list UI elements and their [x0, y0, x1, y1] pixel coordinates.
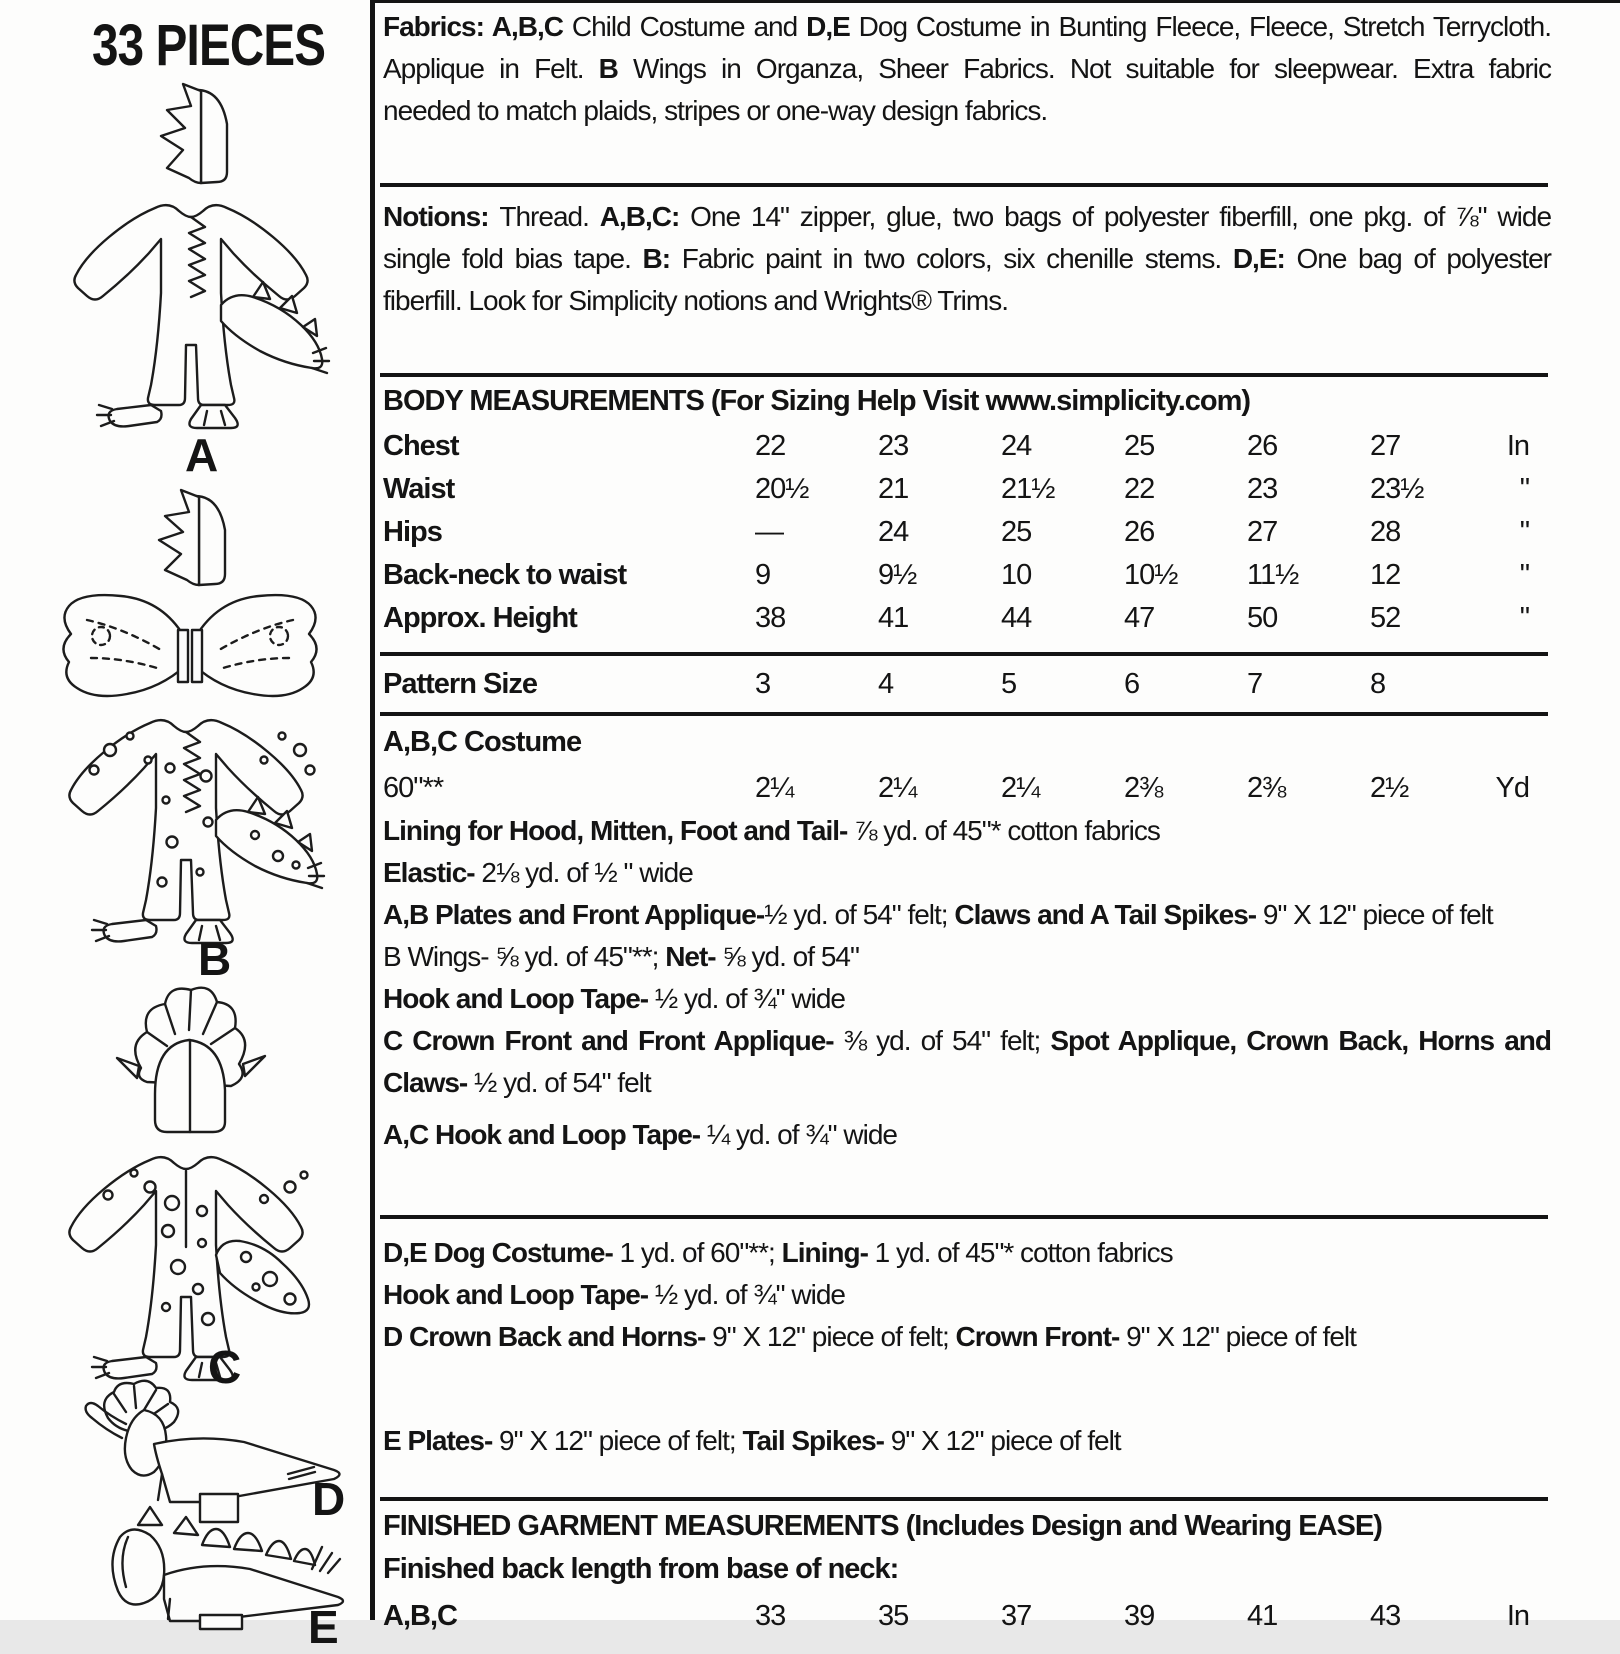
cell: 41: [1247, 1600, 1278, 1632]
cell: 10½: [1124, 559, 1178, 591]
section-rule: [380, 1497, 1548, 1501]
pattern-size-row: [383, 664, 1551, 704]
notions-line: Notions: Thread. A,B,C: One 14" zipper, glue, two bags of polyester fiberfill, one pkg. of ⅞" wide: [383, 201, 1552, 232]
requirement-line: Hook and Loop Tape- ½ yd. of ¾" wide: [383, 1279, 845, 1310]
costume-a-label: A: [185, 429, 218, 481]
cell: 2⅜: [1124, 772, 1163, 804]
requirement-line: Lining for Hood, Mitten, Foot and Tail- ⅞ yd. of 45"* cotton fabrics: [383, 815, 1160, 846]
table-row: [383, 426, 1551, 469]
section-rule: [380, 652, 1548, 656]
cell: 33: [755, 1600, 786, 1632]
cell: 22: [755, 430, 786, 462]
winged-dinosaur-costume-b-illustration: [35, 488, 345, 958]
cell: 41: [878, 602, 909, 634]
cell: 39: [1124, 1600, 1155, 1632]
section-rule: [380, 183, 1548, 187]
finished-back-length-subtitle: Finished back length from base of neck:: [383, 1553, 899, 1585]
notions-line: single fold bias tape. B: Fabric paint in two colors, six chenille stems. D,E: One bag of polyester: [383, 243, 1551, 274]
requirement-line: B Wings- ⅝ yd. of 45"**; Net- ⅝ yd. of 54": [383, 941, 859, 972]
top-border: [370, 0, 1620, 3]
cell: 21½: [1001, 473, 1055, 505]
cell: 44: [1001, 602, 1032, 634]
costume-b-drawing: [35, 488, 345, 958]
cell: 25: [1001, 516, 1032, 548]
pieces-count-title: 33 PIECES: [92, 13, 326, 78]
costume-c-drawing: [35, 982, 345, 1394]
costume-b-label: B: [198, 933, 231, 985]
unit-cell: In: [1506, 1600, 1529, 1632]
cell: 23½: [1370, 473, 1424, 505]
section-rule: [380, 373, 1548, 377]
cell: 28: [1370, 516, 1401, 548]
costume-d-label: D: [312, 1473, 345, 1525]
cell: 47: [1124, 602, 1155, 634]
e-plates-line: E Plates- 9" X 12" piece of felt; Tail Spikes- 9" X 12" piece of felt: [383, 1425, 1121, 1456]
fabrics-line: needed to match plaids, stripes or one-way design fabrics.: [383, 95, 1048, 126]
table-row: [383, 555, 1551, 598]
cell: 23: [1247, 473, 1278, 505]
cell: 26: [1247, 430, 1278, 462]
fabrics-paragraph: [383, 6, 1551, 132]
triceratops-costume-c-illustration: [35, 982, 345, 1394]
finished-measurements-title: FINISHED GARMENT MEASUREMENTS (Includes Design and Wearing EASE): [383, 1510, 1382, 1542]
cell: 20½: [755, 473, 809, 505]
notions-paragraph: [383, 196, 1551, 322]
cell: 27: [1247, 516, 1278, 548]
costume-a-drawing: [55, 80, 335, 432]
cell: —: [755, 516, 783, 548]
cell: 2¼: [878, 772, 917, 804]
requirement-line: Elastic- 2⅛ yd. of ½ " wide: [383, 857, 693, 888]
cell: 2¼: [1001, 772, 1040, 804]
table-row: [383, 598, 1551, 641]
requirement-line: D Crown Back and Horns- 9" X 12" piece of felt; Crown Front- 9" X 12" piece of felt: [383, 1321, 1356, 1352]
row-label: Back-neck to waist: [383, 559, 627, 591]
row-label: Approx. Height: [383, 602, 577, 634]
body-measurements-title: BODY MEASUREMENTS (For Sizing Help Visit www.simplicity.com): [383, 385, 1251, 417]
cell: 38: [755, 602, 786, 634]
cell: 43: [1370, 1600, 1401, 1632]
row-label: Pattern Size: [383, 668, 537, 700]
section-rule: [380, 712, 1548, 716]
abc-yardage-row: [383, 768, 1551, 808]
cell: 23: [878, 430, 909, 462]
unit-cell: ": [1519, 602, 1529, 634]
cell: 4: [878, 668, 894, 700]
costume-c-label: C: [208, 1341, 241, 1393]
column-divider: [370, 0, 375, 1620]
unit-cell: Yd: [1495, 772, 1529, 804]
cell: 6: [1124, 668, 1140, 700]
cell: 27: [1370, 430, 1401, 462]
row-label: 60"**: [383, 772, 444, 804]
requirement-line: Claws- ½ yd. of 54" felt: [383, 1067, 651, 1098]
unit-cell: ": [1519, 559, 1529, 591]
dinosaur-costume-a-illustration: [55, 80, 335, 432]
fabrics-line: Fabrics: A,B,C Child Costume and D,E Dog Costume in Bunting Fleece, Fleece, Stretch Terrycloth.: [383, 11, 1551, 42]
cell: 37: [1001, 1600, 1032, 1632]
unit-cell: In: [1506, 430, 1529, 462]
requirement-line: A,C Hook and Loop Tape- ¼ yd. of ¾" wide: [383, 1119, 897, 1150]
cell: 35: [878, 1600, 909, 1632]
cell: 12: [1370, 559, 1401, 591]
row-label: Chest: [383, 430, 459, 462]
unit-cell: [1493, 664, 1551, 704]
unit-cell: ": [1519, 473, 1529, 505]
notions-line: fiberfill. Look for Simplicity notions and Wrights® Trims.: [383, 285, 1009, 316]
requirement-line: C Crown Front and Front Applique- ⅜ yd. of 54" felt; Spot Applique, Crown Back, Horns and: [383, 1025, 1551, 1056]
section-rule: [380, 1215, 1548, 1219]
cell: 21: [878, 473, 909, 505]
cell: 50: [1247, 602, 1278, 634]
de-costume-requirements: [383, 1232, 1551, 1358]
dog-costume-e-illustration: [50, 1503, 350, 1620]
cell: 25: [1124, 430, 1155, 462]
cell: 26: [1124, 516, 1155, 548]
requirement-line: Hook and Loop Tape- ½ yd. of ¾" wide: [383, 983, 845, 1014]
requirement-line: A,B Plates and Front Applique-½ yd. of 54" felt; Claws and A Tail Spikes- 9" X 12" piece of felt: [383, 899, 1493, 930]
cell: 9: [755, 559, 771, 591]
cell: 7: [1247, 668, 1263, 700]
cell: 2⅜: [1247, 772, 1286, 804]
body-measurements-table: [383, 426, 1551, 641]
table-row: [383, 512, 1551, 555]
requirement-line: D,E Dog Costume- 1 yd. of 60"**; Lining- 1 yd. of 45"* cotton fabrics: [383, 1237, 1173, 1268]
costume-e-label: E: [308, 1601, 338, 1653]
cell: 10: [1001, 559, 1032, 591]
row-label: A,B,C: [383, 1600, 457, 1632]
costume-e-drawing: [50, 1503, 350, 1620]
unit-cell: ": [1519, 516, 1529, 548]
cell: 24: [1001, 430, 1032, 462]
cell: 24: [878, 516, 909, 548]
cell: 2½: [1370, 772, 1409, 804]
cell: 52: [1370, 602, 1401, 634]
cell: 8: [1370, 668, 1386, 700]
cell: 22: [1124, 473, 1155, 505]
row-label: Waist: [383, 473, 455, 505]
cell: 5: [1001, 668, 1017, 700]
cell: 3: [755, 668, 771, 700]
finished-abc-row: [383, 1596, 1551, 1636]
abc-costume-heading: A,B,C Costume: [383, 726, 582, 758]
abc-costume-requirements: [383, 810, 1551, 1156]
row-label: Hips: [383, 516, 442, 548]
cell: 9½: [878, 559, 917, 591]
fabrics-line: Applique in Felt. B Wings in Organza, Sheer Fabrics. Not suitable for sleepwear. Extra fabric: [383, 53, 1551, 84]
table-row: [383, 469, 1551, 512]
cell: 11½: [1247, 559, 1299, 591]
cell: 2¼: [755, 772, 794, 804]
